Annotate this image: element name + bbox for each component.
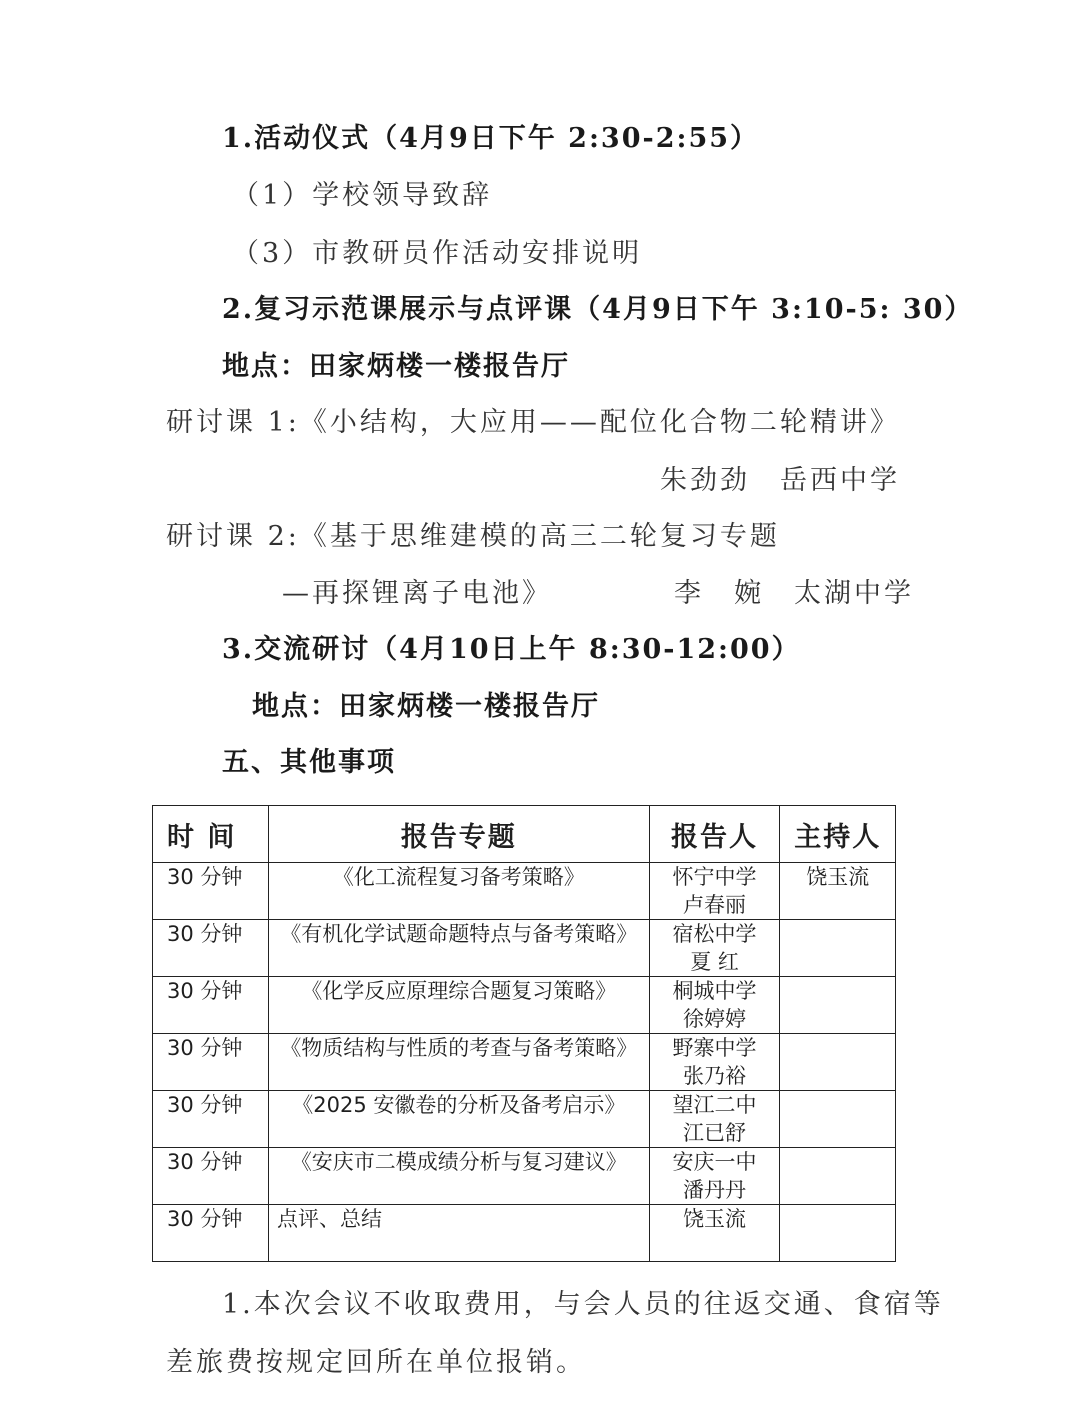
reporter-school: 望江二中: [672, 1093, 757, 1117]
reporter-name: 江已舒: [683, 1121, 747, 1145]
reporter-school: 饶玉流: [683, 1207, 747, 1231]
section-1-item-1: （1）学校领导致辞: [232, 180, 493, 211]
header-reporter: 报告人: [649, 806, 780, 863]
cell-topic: 《2025 安徽卷的分析及备考启示》: [269, 1091, 650, 1148]
cell-time: 30 分钟: [153, 920, 269, 977]
cell-reporter: [649, 920, 780, 977]
reporter-name: 徐婷婷: [683, 1007, 747, 1031]
header-host: 主持人: [780, 806, 896, 863]
section-1-title: 1.活动仪式（4月9日下午 2:30-2:55）: [222, 123, 760, 154]
table-row: [153, 920, 896, 977]
section-5-heading: 五、其他事项: [222, 747, 396, 778]
cell-topic: 《化学反应原理综合题复习策略》: [269, 977, 650, 1034]
reporter-school: 桐城中学: [672, 979, 757, 1003]
section-1-item-2: （3）市教研员作活动安排说明: [232, 238, 643, 269]
cell-topic: 《有机化学试题命题特点与备考策略》: [269, 920, 650, 977]
lesson-1-teacher: 朱劲劲 岳西中学: [660, 465, 900, 496]
reporter-school: 宿松中学: [672, 922, 757, 946]
cell-host: [780, 1148, 896, 1205]
table-row: [153, 1148, 896, 1205]
cell-time: 30 分钟: [153, 1205, 269, 1262]
cell-time: 30 分钟: [153, 1034, 269, 1091]
table-row: [153, 1205, 896, 1262]
table-header-row: [153, 806, 896, 863]
cell-reporter: [649, 1034, 780, 1091]
cell-time: 30 分钟: [153, 1148, 269, 1205]
table-row: [153, 1034, 896, 1091]
cell-topic: 《物质结构与性质的考查与备考策略》: [269, 1034, 650, 1091]
cell-host: [780, 977, 896, 1034]
table-row: [153, 1091, 896, 1148]
cell-time: 30 分钟: [153, 863, 269, 920]
cell-host: [780, 920, 896, 977]
header-topic: 报告专题: [269, 806, 650, 863]
table-row: [153, 977, 896, 1034]
lesson-2-teacher: 李 婉 太湖中学: [674, 578, 914, 609]
reporter-name: 卢春丽: [683, 893, 747, 917]
cell-host: [780, 1091, 896, 1148]
cell-host: [780, 1205, 896, 1262]
reporter-school: 怀宁中学: [672, 865, 757, 889]
cell-reporter: [649, 1205, 780, 1262]
reporter-school: 野寨中学: [672, 1036, 757, 1060]
cell-time: 30 分钟: [153, 977, 269, 1034]
lesson-2-title: 研讨课 2:《基于思维建模的高三二轮复习专题: [166, 521, 780, 552]
table-row: [153, 863, 896, 920]
reporter-name: 夏 红: [690, 950, 739, 974]
cell-host: 饶玉流: [780, 863, 896, 920]
cell-reporter: [649, 977, 780, 1034]
section-3-title: 3.交流研讨（4月10日上午 8:30-12:00）: [222, 634, 801, 665]
reporter-school: 安庆一中: [672, 1150, 757, 1174]
note-1-line-2: 差旅费按规定回所在单位报销。: [166, 1347, 586, 1378]
section-3-location: 地点：田家炳楼一楼报告厅: [252, 691, 600, 722]
cell-reporter: [649, 1148, 780, 1205]
cell-host: [780, 1034, 896, 1091]
cell-reporter: [649, 1091, 780, 1148]
lesson-1-title: 研讨课 1:《小结构，大应用——配位化合物二轮精讲》: [166, 407, 900, 438]
reporter-name: 张乃裕: [683, 1064, 747, 1088]
note-1-line-1: 1.本次会议不收取费用，与会人员的往返交通、食宿等: [222, 1289, 944, 1320]
schedule-table: [152, 805, 896, 1262]
section-2-title: 2.复习示范课展示与点评课（4月9日下午 3:10-5: 30）: [222, 294, 974, 325]
lesson-2-subtitle: —再探锂离子电池》: [282, 578, 552, 609]
cell-topic: 点评、总结: [269, 1205, 650, 1262]
section-2-location: 地点：田家炳楼一楼报告厅: [222, 351, 570, 382]
cell-time: 30 分钟: [153, 1091, 269, 1148]
header-time: 时 间: [153, 806, 269, 863]
reporter-name: 潘丹丹: [683, 1178, 747, 1202]
cell-topic: 《化工流程复习备考策略》: [269, 863, 650, 920]
cell-reporter: [649, 863, 780, 920]
cell-topic: 《安庆市二模成绩分析与复习建议》: [269, 1148, 650, 1205]
